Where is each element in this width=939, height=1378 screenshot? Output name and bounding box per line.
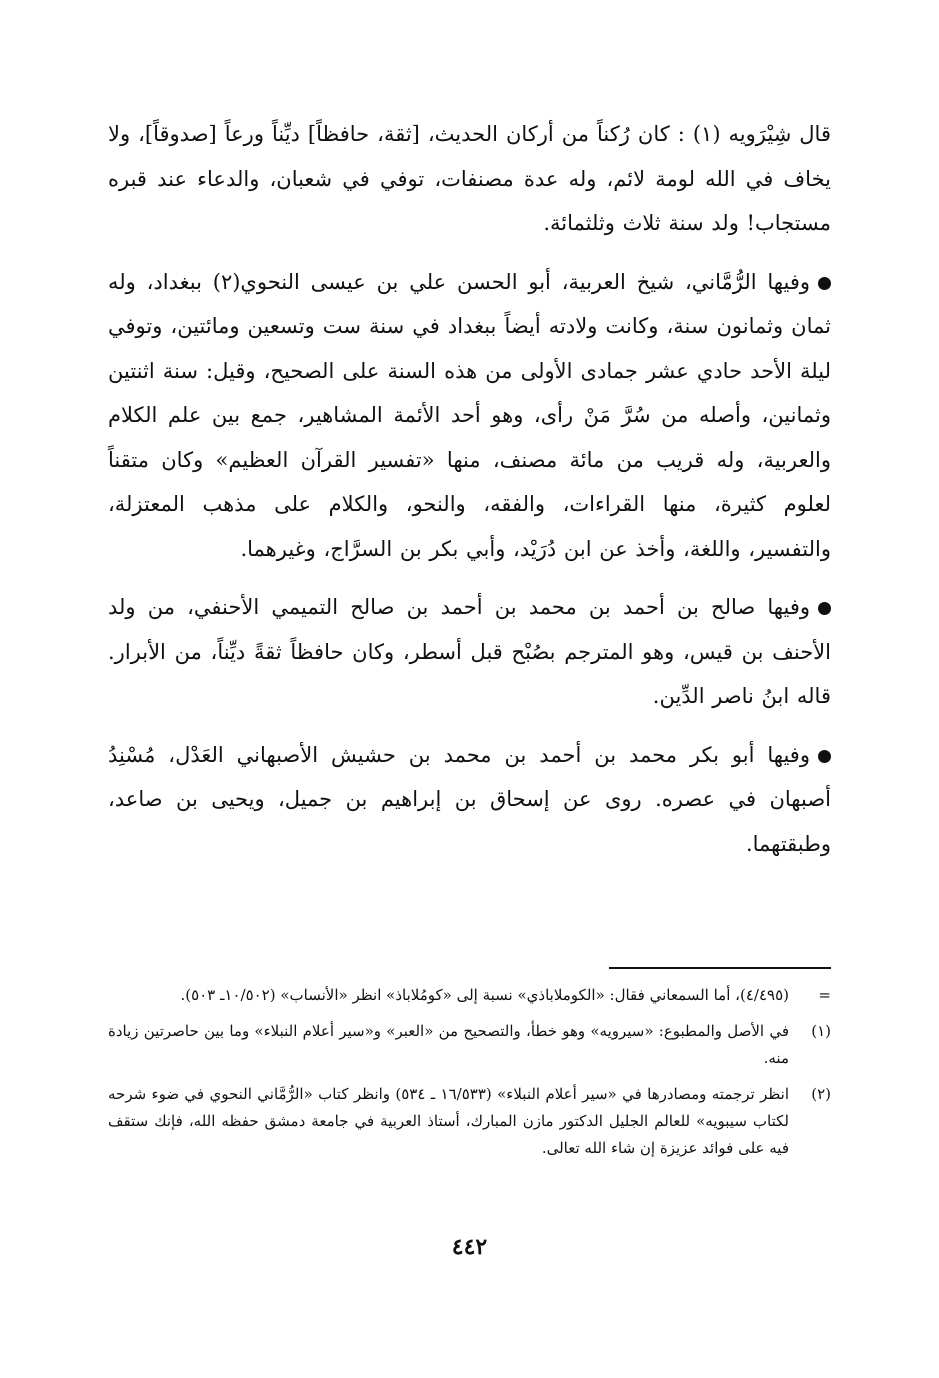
footnotes xyxy=(108,982,831,1171)
footnote-1 xyxy=(108,1018,831,1072)
paragraph-text: وفيها أبو بكر محمد بن أحمد بن محمد بن حشيش الأصبهاني العَدْل، مُسْنِدُ أصبهان في عصره. روى عن إسحاق بن إبراهيم بن جميل، ويحيى بن صاعد، وطبقتهما. xyxy=(108,742,831,856)
footnote-continued xyxy=(108,982,831,1009)
main-text xyxy=(108,112,831,866)
paragraph-rummani xyxy=(108,260,831,572)
paragraph-text: قال شِيْرَويه (١) : كان رُكناً من أركان الحديث، [ثقة، حافظاً] ديِّناً ورعاً [صدوقاً]، ولا يخاف في الله لومة لائم، وله عدة مصنفات، توفي في شعبان، والدعاء عند قبره مستجاب! ولد سنة ثلاث وثلثمائة. xyxy=(108,122,831,235)
bullet-icon xyxy=(818,750,831,763)
bullet-icon xyxy=(818,277,831,290)
footnote-2 xyxy=(108,1081,831,1162)
footnote-text: انظر ترجمته ومصادرها في «سير أعلام النبلاء» (١٦/٥٣٣ ـ ٥٣٤) وانظر كتاب «الرُّمَّاني النحوي في ضوء شرحه لكتاب سيبويه» للعالم الجليل الدكتور مازن المبارك، أستاذ العربية في جامعة دمشق حفظه الله، فإنك ستقف فيه على فوائد عزيزة إن شاء الله تعالى. xyxy=(108,1085,789,1157)
paragraph-shirawayh xyxy=(108,112,831,246)
paragraph-salih-ibn-ahmad xyxy=(108,585,831,719)
footnote-mark: (٢) xyxy=(811,1085,831,1103)
footnote-mark: = xyxy=(818,986,831,1004)
paragraph-text: وفيها الرُّمَّاني، شيخ العربية، أبو الحسن علي بن عيسى النحوي(٢) ببغداد، وله ثمان وثمانون سنة، وكانت ولادته أيضاً ببغداد في سنة ست وتسعين ومائتين، وتوفي ليلة الأحد حادي عشر جمادى الأولى من هذه السنة على الصحيح، وقيل: سنة اثنتين وثمانين، وأصله من سُرَّ مَنْ رأى، وهو أحد الأئمة المشاهير، جمع بين علم الكلام والعربية، وله قريب من مائة مصنف، منها «تفسير القرآن العظيم» وكان متقناً لعلوم كثيرة، منها القراءات، والفقه، والنحو، والكلام على مذهب المعتزلة، والتفسير، واللغة، وأخذ عن ابن دُرَيْد، وأبي بكر بن السرَّاج، وغيرهما. xyxy=(108,269,831,561)
paragraph-text: وفيها صالح بن أحمد بن محمد بن أحمد بن صالح التميمي الأحنفي، من ولد الأحنف بن قيس، وهو المترجم بصُبْح قبل أسطر، وكان حافظاً ثقةً ديِّناً، من الأبرار. قاله ابنُ ناصر الدِّين. xyxy=(108,595,831,708)
footnote-mark: (١) xyxy=(811,1022,831,1040)
paragraph-abu-bakr-hashish xyxy=(108,733,831,867)
footnote-text: (٤/٤٩٥)، أما السمعاني فقال: «الكوملاباذي» نسبة إلى «كومُلاباذ» انظر «الأنساب» (١٠/٥٠٢ـ ٥٠٣). xyxy=(180,986,789,1004)
page-number: ٤٤٢ xyxy=(451,1234,488,1260)
footnote-text: في الأصل والمطبوع: «سيرويه» وهو خطأ، والتصحيح من «العبر» و«سير أعلام النبلاء» وما بين حاصرتين زيادة منه. xyxy=(108,1022,789,1067)
bullet-icon xyxy=(818,602,831,615)
footnote-divider xyxy=(609,967,831,969)
